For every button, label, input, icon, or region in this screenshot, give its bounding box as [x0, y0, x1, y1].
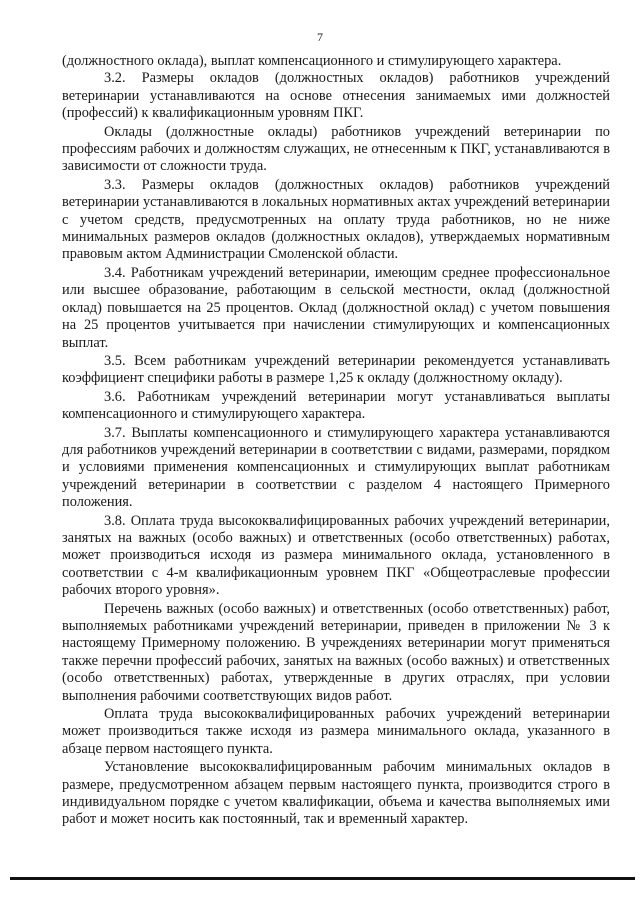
paragraph: 3.4. Работникам учреждений ветеринарии, имеющим среднее профессиональное или высшее образование, работающим в сельской местности, оклад (должностной оклад) повышается на 25 процентов. Оклад (должностной оклад) с учетом повышения на 25 процентов учитывается при начислении стимулирующих и компенсационных выплат.	[62, 264, 610, 351]
paragraph: 3.6. Работникам учреждений ветеринарии могут устанавливаться выплаты компенсационного и стимулирующего характера.	[62, 388, 610, 423]
paragraph: 3.3. Размеры окладов (должностных окладов) работников учреждений ветеринарии устанавливаются в локальных нормативных актах учреждений ветеринарии с учетом средств, предусмотренных на оплату труда работников, но не ниже минимальных размеров окладов (должностных окладов), утверждаемых нормативным правовым актом Администрации Смоленской области.	[62, 176, 610, 263]
paragraph: Установление высококвалифицированным рабочим минимальных окладов в размере, предусмотренном абзацем первым настоящего пункта, производится строго в индивидуальном порядке с учетом квалификации, объема и качества выполняемых ими работ и может носить как постоянный, так и временный характер.	[62, 759, 610, 828]
paragraph: Оклады (должностные оклады) работников учреждений ветеринарии по профессиям рабочих и должностям служащих, не отнесенным к ПКГ, устанавливаются в зависимости от сложности труда.	[62, 123, 610, 175]
page-number: 7	[317, 30, 323, 44]
document-body	[62, 53, 610, 829]
paragraph: 3.2. Размеры окладов (должностных окладов) работников учреждений ветеринарии устанавливаются на основе отнесения занимаемых ими должностей (профессий) к квалификационным уровням ПКГ.	[62, 70, 610, 122]
paragraph: Перечень важных (особо важных) и ответственных (особо ответственных) работ, выполняемых работниками учреждений ветеринарии, приведен в приложении № 3 к настоящему Примерному положению. В учреждениях ветеринарии могут применяться также перечни профессий рабочих, занятых на важных (особо важных) и ответственных (особо ответственных) работах, утвержденные в других отраслях, при условии выполнения рабочими соответствующих видов работ.	[62, 600, 610, 704]
paragraph: (должностного оклада), выплат компенсационного и стимулирующего характера.	[62, 53, 562, 69]
paragraph: Оплата труда высококвалифицированных рабочих учреждений ветеринарии может производиться также исходя из размера минимального оклада, указанного в абзаце первом настоящего пункта.	[62, 706, 610, 757]
paragraph: 3.7. Выплаты компенсационного и стимулирующего характера устанавливаются для работников учреждений ветеринарии в соответствии с видами, размерами, порядком и условиями применения компенсационных и стимулирующих выплат работникам учреждений ветеринарии в соответствии с разделом 4 настоящего Примерного положения.	[62, 424, 610, 511]
paragraph: 3.5. Всем работникам учреждений ветеринарии рекомендуется устанавливать коэффициент специфики работы в размере 1,25 к окладу (должностному окладу).	[62, 352, 610, 387]
page-bottom-rule	[10, 877, 635, 880]
paragraph: 3.8. Оплата труда высококвалифицированных рабочих учреждений ветеринарии, занятых на важных (особо важных) и ответственных (особо ответственных) работах, может производиться исходя из размера минимального оклада, установленного в соответствии с 4-м квалификационным уровнем ПКГ «Общеотраслевые профессии рабочих второго уровня».	[62, 512, 610, 599]
